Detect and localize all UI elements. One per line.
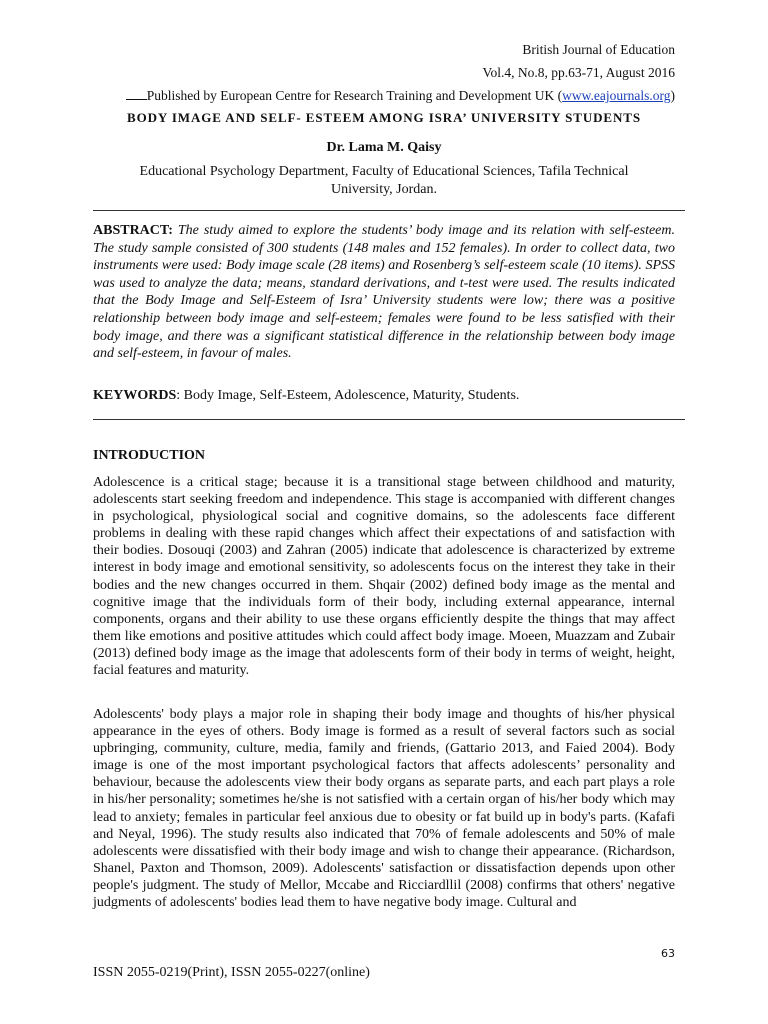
publisher-text: Published by European Centre for Research Training and Development UK ( — [146, 88, 563, 103]
keywords — [93, 388, 675, 404]
paragraph: Adolescence is a critical stage; because it is a transitional stage between childhood and maturity, adolescents start seeking freedom and independence. This stage is accompanied with different changes in psychological, physiological social and cognitive domains, so the adolescents face different problems in dealing with these rapid changes which affect their expectations of and satisfaction with their bodies. Dosouqi (2003) and Zahran (2005) indicate that adolescence is characterized by extreme interest in body image and emotional sensitivity, so adolescents focus on the interest they take in their bodies and the new changes occurred in them. Shqair (2002) defined body image as the mental and cognitive image that the individuals form of their body, including external appearance, internal components, organs and their ability to use these organs efficiently despite the things that may affect them like emotions and positive attitudes which could affect body image. Moeen, Muazzam and Zubair (2013) defined body image as the image that adolescents form of their body in terms of weight, height, facial features and maturity. — [93, 475, 675, 679]
journal-website-link[interactable]: www.eajournals.org — [562, 88, 671, 103]
divider-bottom — [93, 419, 685, 420]
abstract — [93, 222, 675, 363]
publisher-line — [95, 87, 675, 105]
author-affiliation: Educational Psychology Department, Faculty of Educational Sciences, Tafila Technical University, Jordan. — [139, 164, 629, 197]
keywords-text: : Body Image, Self-Esteem, Adolescence, Maturity, Students. — [176, 388, 520, 403]
journal-name: British Journal of Education — [522, 42, 675, 57]
author-name: Dr. Lama M. Qaisy — [326, 140, 442, 155]
volume-info: Vol.4, No.8, pp.63-71, August 2016 — [482, 65, 675, 80]
issn-footer: ISSN 2055-0219(Print), ISSN 2055-0227(online) — [93, 965, 370, 980]
keywords-label: KEYWORDS — [93, 388, 177, 403]
paragraph: Adolescents' body plays a major role in shaping their body image and thoughts of his/her physical appearance in the eyes of others. Body image is formed as a result of several factors such as social upbringing, community, culture, media, family and friends, (Gattario 2013, and Faied 2004). Body image is one of the most important psychological factors that affects adolescents’ personality and behaviour, because the adolescents view their body organs as separate parts, and each part plays a role in his/her personality; sometimes he/she is not satisfied with a certain organ of his/her body which may lead to anxiety; females in particular feel anxious due to obesity or fat build up in body's parts. (Kafafi and Neyal, 1996). The study results also indicated that 70% of female adolescents and 50% of male adolescents were dissatisfied with their body image and wish to change their appearance. (Richardson, Shanel, Paxton and Thomson, 2009). Adolescents' satisfaction or dissatisfaction depends upon other people's judgment. The study of Mellor, Mccabe and Ricciardllil (2008) confirms that others' negative judgments of adolescents' bodies lead them to have negative body image. Cultural and — [93, 707, 675, 911]
divider-top — [93, 210, 685, 211]
abstract-text: The study aimed to explore the students’ body image and its relation with self-esteem. The study sample consisted of 300 students (148 males and 152 females). In order to collect data, two instruments were used: Body image scale (28 items) and Rosenberg’s self-esteem scale (10 items). SPSS was used to analyze the data; means, standard derivations, and t-test were used. The results indicated that the Body Image and Self-Esteem of Isra’ University students were low; there was a positive relationship between body image and self-esteem; females were found to be less satisfied with their body image, and there was a significant statistical difference in the relationship between body image and self-esteem, in favour of males. — [93, 223, 676, 362]
abstract-label: ABSTRACT: — [93, 223, 173, 238]
article-title: BODY IMAGE AND SELF- ESTEEM AMONG ISRA’ UNIVERSITY STUDENTS — [127, 110, 641, 125]
section-heading: INTRODUCTION — [93, 448, 206, 463]
publisher-text-end: ) — [670, 88, 675, 103]
page-number: 63 — [661, 947, 675, 960]
underline-rule — [126, 87, 147, 100]
